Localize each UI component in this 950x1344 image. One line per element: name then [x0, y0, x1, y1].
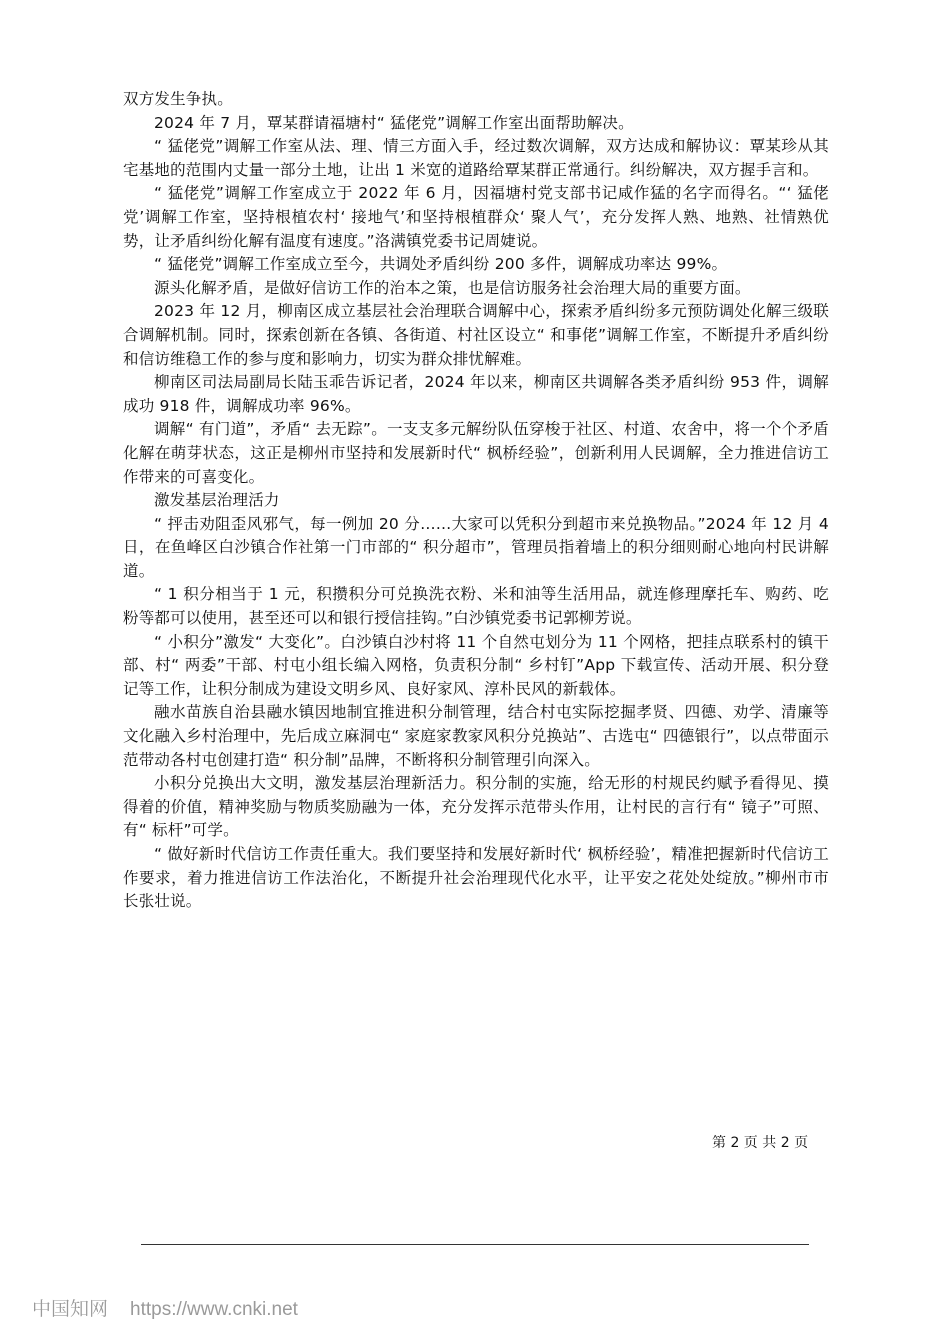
watermark-url: https://www.cnki.net: [130, 1299, 298, 1320]
footer-divider: [141, 1244, 809, 1245]
paragraph-3: “ 猛佬党”调解工作室从法、理、情三方面入手，经过数次调解，双方达成和解协议：覃某珍从其宅基地的范围内丈量一部分土地，让出 1 米宽的道路给覃某群正常通行。纠纷解决，双方握手言和。: [123, 137, 829, 179]
section-heading: 激发基层治理活力: [154, 491, 280, 510]
paragraph-4: “ 猛佬党”调解工作室成立于 2022 年 6 月，因福塘村党支部书记咸作猛的名字而得名。“‘ 猛佬党’调解工作室，坚持根植农村‘ 接地气’和坚持根植群众‘ 聚人气’，充分发挥人熟、地熟、社情熟优势，让矛盾纠纷化解有温度有速度。”洛满镇党委书记周婕说。: [123, 184, 829, 250]
watermark-brand: 中国知网: [32, 1299, 109, 1320]
paragraph-15: 小积分兑换出大文明，激发基层治理新活力。积分制的实施，给无形的村规民约赋予看得见、摸得着的价值，精神奖励与物质奖励融为一体，充分发挥示范带头作用，让村民的言行有“ 镜子”可照、有“ 标杆”可学。: [123, 774, 829, 840]
paragraph-11: “ 抨击劝阻歪风邪气，每一例加 20 分……大家可以凭积分到超市来兑换物品。”2024 年 12 月 4 日，在鱼峰区白沙镇合作社第一门市部的“ 积分超市”，管理员指着墙上的积分细则耐心地向村民讲解道。: [123, 514, 829, 580]
watermark: [32, 1294, 298, 1321]
paragraph-16: “ 做好新时代信访工作责任重大。我们要坚持和发展好新时代‘ 枫桥经验’，精准把握新时代信访工作要求，着力推进信访工作法治化，不断提升社会治理现代化水平，让平安之花处处绽放。”柳州市市长张壮说。: [123, 845, 829, 911]
paragraph-1: 双方发生争执。: [123, 90, 233, 108]
paragraph-8: 柳南区司法局副局长陆玉乖告诉记者，2024 年以来，柳南区共调解各类矛盾纠纷 953 件，调解成功 918 件，调解成功率 96%。: [123, 373, 829, 415]
paragraph-12: “ 1 积分相当于 1 元，积攒积分可兑换洗衣粉、米和油等生活用品，就连修理摩托车、购药、吃粉等都可以使用，甚至还可以和银行授信挂钩。”白沙镇党委书记郭柳芳说。: [123, 585, 829, 628]
paragraph-5: “ 猛佬党”调解工作室成立至今，共调处矛盾纠纷 200 多件，调解成功率达 99%。: [154, 255, 728, 274]
paragraph-6: 源头化解矛盾，是做好信访工作的治本之策，也是信访服务社会治理大局的重要方面。: [154, 278, 751, 297]
paragraph-7: 2023 年 12 月，柳南区成立基层社会治理联合调解中心，探索矛盾纠纷多元预防调处化解三级联合调解机制。同时，探索创新在各镇、各街道、村社区设立“ 和事佬”调解工作室，不断提升矛盾纠纷和信访维稳工作的参与度和影响力，切实为群众排忧解难。: [123, 302, 829, 368]
document-body: [123, 88, 829, 914]
page-number: 第 2 页 共 2 页: [712, 1135, 809, 1151]
paragraph-2: 2024 年 7 月，覃某群请福塘村“ 猛佬党”调解工作室出面帮助解决。: [154, 113, 634, 132]
paragraph-14: 融水苗族自治县融水镇因地制宜推进积分制管理，结合村屯实际挖掘孝贤、四德、劝学、清廉等文化融入乡村治理中，先后成立麻洞屯“ 家庭家教家风积分兑换站”、古选屯“ 四德银行”，以点带面示范带动各村屯创建打造“ 积分制”品牌，不断将积分制管理引向深入。: [123, 703, 829, 769]
paragraph-13: “ 小积分”激发“ 大变化”。白沙镇白沙村将 11 个自然屯划分为 11 个网格，把挂点联系村的镇干部、村“ 两委”干部、村屯小组长编入网格，负责积分制“ 乡村钉”App 下载宣传、活动开展、积分登记等工作，让积分制成为建设文明乡风、良好家风、淳朴民风的新载体。: [123, 632, 829, 698]
paragraph-9: 调解“ 有门道”，矛盾“ 去无踪”。一支支多元解纷队伍穿梭于社区、村道、农舍中，将一个个矛盾化解在萌芽状态，这正是柳州市坚持和发展新时代“ 枫桥经验”，创新利用人民调解，全力推进信访工作带来的可喜变化。: [123, 420, 829, 486]
